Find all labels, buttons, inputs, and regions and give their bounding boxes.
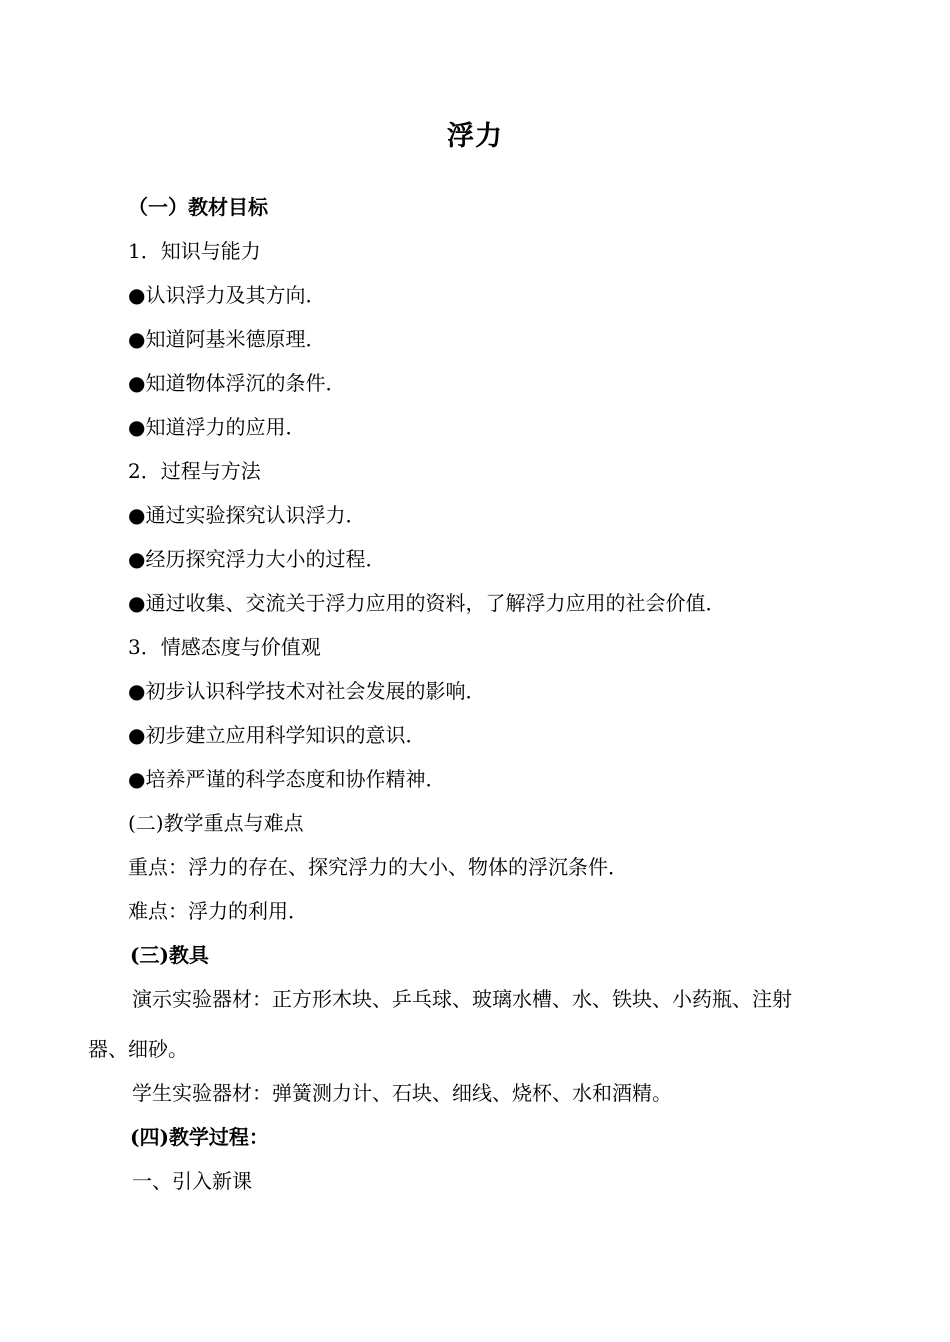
list-item: ●知道浮力的应用．	[128, 415, 306, 439]
list-item: ●培养严谨的科学态度和协作精神．	[128, 767, 446, 791]
list-item: ●初步认识科学技术对社会发展的影响．	[128, 679, 486, 703]
list-item: ●知道阿基米德原理．	[128, 327, 326, 351]
student-equipment: 学生实验器材：弹簧测力计、石块、细线、烧杯、水和酒精。	[132, 1081, 672, 1105]
focus-text: 重点：浮力的存在、探究浮力的大小、物体的浮沉条件．	[128, 855, 628, 879]
section1-heading: （一）教材目标	[128, 195, 268, 219]
demo-equipment-line2: 器、细砂。	[88, 1037, 188, 1061]
step1-text: 一、引入新课	[132, 1169, 252, 1193]
sub3-label: 3．情感态度与价值观	[128, 635, 321, 659]
list-item: ●通过收集、交流关于浮力应用的资料，了解浮力应用的社会价值．	[128, 591, 726, 615]
list-item: ●经历探究浮力大小的过程．	[128, 547, 386, 571]
document-title: 浮力	[447, 121, 503, 152]
section4-heading: (四)教学过程：	[130, 1125, 269, 1149]
section3-heading: (三)教具	[130, 943, 209, 967]
difficulty-text: 难点：浮力的利用．	[128, 899, 308, 923]
list-item: ●通过实验探究认识浮力．	[128, 503, 366, 527]
list-item: ●初步建立应用科学知识的意识．	[128, 723, 426, 747]
sub1-label: 1．知识与能力	[128, 239, 261, 263]
sub2-label: 2．过程与方法	[128, 459, 261, 483]
section2-heading: (二)教学重点与难点	[128, 811, 304, 835]
list-item: ●认识浮力及其方向．	[128, 283, 326, 307]
list-item: ●知道物体浮沉的条件．	[128, 371, 346, 395]
demo-equipment-line1: 演示实验器材：正方形木块、乒乓球、玻璃水槽、水、铁块、小药瓶、注射	[132, 987, 792, 1011]
